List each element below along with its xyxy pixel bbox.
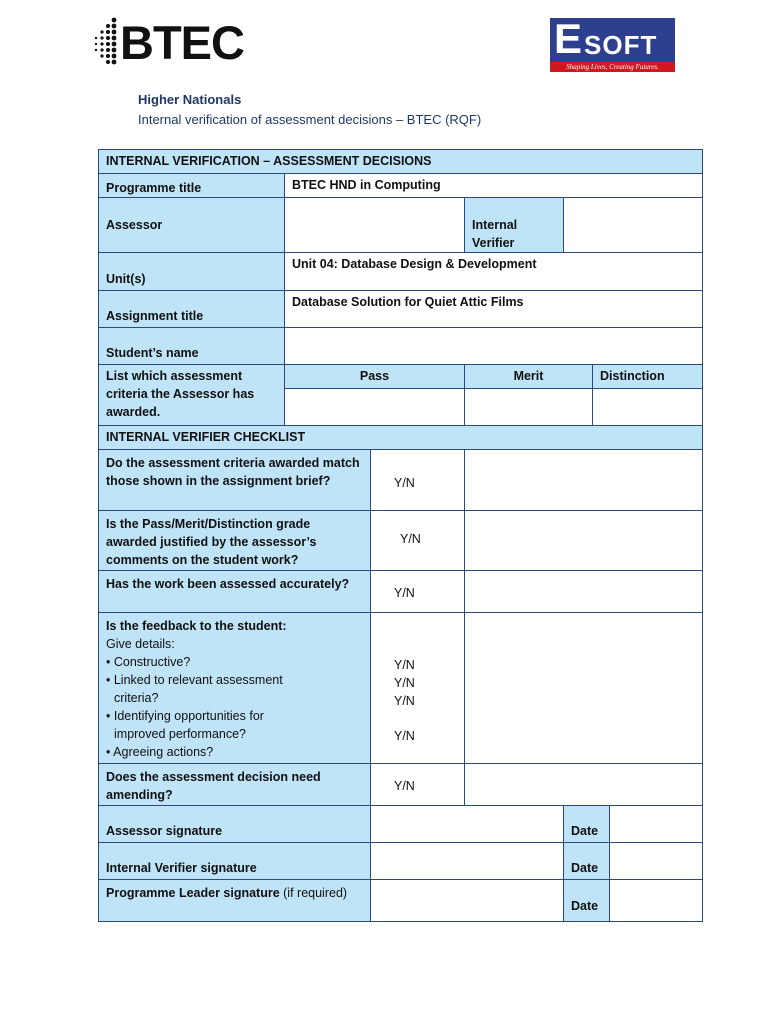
distinction-header: Distinction [592,364,703,389]
distinction-field[interactable] [592,388,703,426]
checklist-q1-yn-cell[interactable] [370,449,465,511]
units-label: Unit(s) [98,252,285,291]
pass-header: Pass [284,364,465,389]
checklist-title: INTERNAL VERIFIER CHECKLIST [98,425,703,450]
merit-field[interactable] [464,388,593,426]
checklist-q5-yn: Y/N [394,779,415,793]
student-name-field[interactable] [284,327,703,365]
checklist-q5-comment[interactable] [464,763,703,806]
checklist-q2: Is the Pass/Merit/Distinction grade awarded justified by the assessor’s comments on the student work? [98,510,371,571]
list-item: • Constructive? [106,655,191,669]
pl-signature-label [98,879,371,922]
checklist-q4-comment[interactable] [464,612,703,764]
esoft-logo-e: E [554,15,583,62]
checklist-q4-yn-cell[interactable] [370,612,465,764]
pl-signature-label-bold: Programme Leader signature [106,886,280,900]
criteria-label: List which assessment criteria the Assessor has awarded. [98,364,285,426]
pl-date-field[interactable] [609,879,703,922]
assignment-title-value[interactable]: Database Solution for Quiet Attic Films [284,290,703,328]
iv-date-label: Date [563,842,610,880]
checklist-q4-yn-opportunities: Y/N [394,694,415,708]
esoft-logo-soft: SOFT [584,30,658,60]
checklist-q4-yn-constructive: Y/N [394,658,415,672]
list-item: criteria? [114,691,159,705]
checklist-q2-comment[interactable] [464,510,703,571]
programme-title-label: Programme title [98,173,285,198]
assessor-label: Assessor [98,197,285,253]
esoft-tagline: Shaping Lives, Creating Futures. [550,62,675,72]
internal-verifier-label-line2: Verifier [472,236,515,250]
pl-signature-label-normal: (if required) [279,886,348,900]
header-line1: Higher Nationals [138,92,242,107]
checklist-q4-yn-actions: Y/N [394,729,415,743]
checklist-q3-comment[interactable] [464,570,703,613]
checklist-q2-yn-cell[interactable] [370,510,465,571]
checklist-q2-yn: Y/N [400,532,421,546]
btec-wordmark: BTEC [120,16,244,69]
checklist-q1-comment[interactable] [464,449,703,511]
merit-header: Merit [464,364,593,389]
internal-verifier-label-line1: Internal [472,218,518,232]
internal-verifier-field[interactable] [563,197,703,253]
section-title: INTERNAL VERIFICATION – ASSESSMENT DECISIONS [98,149,703,174]
list-item: • Agreeing actions? [106,745,214,759]
iv-signature-field[interactable] [370,842,564,880]
iv-date-field[interactable] [609,842,703,880]
assignment-title-label: Assignment title [98,290,285,328]
pl-signature-field[interactable] [370,879,564,922]
checklist-q4-title: Is the feedback to the student: [106,619,287,633]
checklist-q3: Has the work been assessed accurately? [98,570,371,613]
programme-title-value[interactable]: BTEC HND in Computing [284,173,703,198]
student-name-label: Student’s name [98,327,285,365]
checklist-q4-give: Give details: [106,637,175,651]
list-item: • Identifying opportunities for [106,709,264,723]
assessor-signature-label: Assessor signature [98,805,371,843]
iv-signature-label: Internal Verifier signature [98,842,371,880]
checklist-q4 [98,612,371,764]
list-item: • Linked to relevant assessment [106,673,283,687]
checklist-q5-yn-cell[interactable] [370,763,465,806]
assessor-date-field[interactable] [609,805,703,843]
checklist-q1-yn: Y/N [394,476,415,490]
checklist-q3-yn: Y/N [394,586,415,600]
checklist-q5: Does the assessment decision need amending? [98,763,371,806]
checklist-q4-list [106,653,363,761]
internal-verifier-label [464,197,564,253]
pass-field[interactable] [284,388,465,426]
btec-logo [92,16,252,70]
header-line2: Internal verification of assessment decisions – BTEC (RQF) [138,112,482,127]
assessor-signature-field[interactable] [370,805,564,843]
units-value[interactable]: Unit 04: Database Design & Development [284,252,703,291]
list-item: improved performance? [114,727,247,741]
assessor-field[interactable] [284,197,465,253]
esoft-logo [550,15,675,72]
checklist-q3-yn-cell[interactable] [370,570,465,613]
pl-date-label: Date [563,879,610,922]
btec-dots-icon [92,16,118,70]
checklist-q4-yn-linked: Y/N [394,676,415,690]
assessor-date-label: Date [563,805,610,843]
checklist-q1: Do the assessment criteria awarded match those shown in the assignment brief? [98,449,371,511]
